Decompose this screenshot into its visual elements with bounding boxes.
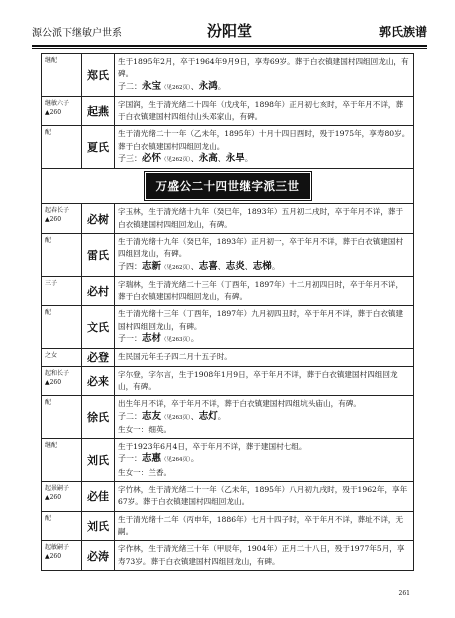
member-row [42,511,414,541]
member-name: 必涛 [82,541,115,571]
member-record [115,54,414,97]
record-text: 字竹林，生于清光绪二十一年（乙未年，1895年）八月初九戌时，殁于1962年，享年67岁。葬于白衣镇建国村四组回龙山。 [118,485,408,507]
children-separator: 、 [217,261,226,271]
member-name: 雷氏 [82,233,115,276]
children-end: 。 [217,411,226,421]
relation-cell: 起和长子 ▲260 [42,366,82,396]
generation-banner: 万盛公二十四世继字派三世 [146,173,310,199]
child-name: 永旱 [225,153,245,165]
member-name: 必来 [82,366,115,396]
child-page-ref: （见262页） [161,157,191,164]
member-row [42,276,414,306]
child-page-ref: （见264页） [161,457,191,464]
record-text: 生于清光绪十三年（丁酉年，1897年）九月初四丑时，卒于年月不详，葬于白衣镇建国村四组回龙山，有碑。 [118,309,404,331]
header-lineage: 源公派下继敏户世系 [32,28,122,39]
relation-cell: 继配 [42,439,82,482]
record-text: 生于1923年6月4日，卒于年月不详，葬于建国村七组。 [118,442,307,452]
daughters-line: 生女一：兰香。 [118,467,172,477]
relation-cell: 继配 [42,54,82,97]
children-separator: 、 [190,261,199,271]
record-text: 字瑞林，生于清光绪二十三年（丁酉年，1897年）十二月初四日时，卒于年月不详，葬于白衣镇建国村四组回龙山，有碑。 [118,279,404,302]
member-name: 刘氏 [82,439,115,482]
relation-cell: 三子 [42,276,82,306]
page-number: 261 [398,590,410,597]
record-text: 生于清光绪十二年（丙申年，1886年）七月十四子时，卒于年月不详，葬址不详，无嗣。 [118,514,404,536]
member-record [115,541,414,571]
children-end: 。 [244,154,253,164]
member-row [42,306,414,349]
children-end: 。 [217,81,226,91]
relation-cell: 继敏六子 ▲260 [42,96,82,126]
children-prefix: 子一： [118,334,142,344]
generation-banner-row [42,169,414,204]
children-end: 。 [190,454,199,464]
member-record [115,511,414,541]
member-row [42,233,414,276]
child-name: 永鸿 [198,80,218,92]
children-prefix: 子二： [118,81,142,91]
child-name: 必怀 [142,153,162,165]
child-name: 永高 [198,153,218,165]
child-page-ref: （见262页） [161,264,191,271]
children-line [118,81,410,94]
member-row [42,54,414,97]
record-text: 出生年月不详，卒于年月不详，葬于白衣镇建国村四组坑头庙山，有碑。 [118,399,361,409]
daughters-line: 生女一：细英。 [118,424,172,434]
relation-cell: 配 [42,396,82,439]
member-name: 必佳 [82,482,115,512]
children-line [118,453,410,466]
member-name: 徐氏 [82,396,115,439]
member-row [42,349,414,366]
member-name: 刘氏 [82,511,115,541]
child-name: 志炎 [225,260,245,272]
member-name: 郑氏 [82,54,115,97]
children-line [118,153,410,166]
member-record [115,349,414,366]
child-name: 永宝 [142,80,162,92]
children-separator: 、 [217,154,226,164]
member-row [42,366,414,396]
child-name: 志喜 [198,260,218,272]
record-text: 字玉林，生于清光绪十九年（癸巳年，1893年）五月初二戌时，卒于年月不详，葬于白衣镇建国村四组回龙山，有碑。 [118,207,404,229]
child-page-ref: （见263页） [161,337,191,344]
member-record [115,439,414,482]
relation-cell: 起敏嗣子 ▲260 [42,541,82,571]
children-line [118,333,410,346]
relation-cell: 配 [42,126,82,169]
member-record [115,96,414,126]
member-record [115,126,414,169]
header-rule-thin [32,48,427,49]
children-separator: 、 [190,154,199,164]
children-prefix: 子四： [118,261,142,271]
record-text: 生于清光绪十九年（癸巳年，1893年）正月初一，卒于年月不详，葬于白衣镇建国村四组回龙山，有碑。 [118,236,404,259]
children-separator: 、 [190,411,199,421]
genealogy-table [41,53,414,571]
member-name: 夏氏 [82,126,115,169]
member-row [42,396,414,439]
child-name: 志梯 [252,260,272,272]
member-name: 必登 [82,349,115,366]
child-name: 志友 [142,410,162,422]
member-row [42,439,414,482]
member-row [42,541,414,571]
member-name: 起燕 [82,96,115,126]
record-text: 字尔登，字尔言，生于1908年1月9日，卒于年月不详，葬于白衣镇建国村四组回龙山，有碑。 [118,369,398,391]
children-line [118,411,410,424]
member-row [42,204,414,234]
children-prefix: 子三： [118,154,142,164]
children-end: 。 [271,261,280,271]
record-text: 生于1895年2月，卒于1964年9月9日，享寿69岁。葬于白衣镇建国村四组回龙山，有碑。 [118,57,409,79]
relation-cell: 起春长子 ▲260 [42,204,82,234]
child-page-ref: （见263页） [161,414,191,421]
header-hall-name: 汾阳堂 [206,22,252,40]
generation-banner-cell [42,169,414,204]
relation-cell: 配 [42,233,82,276]
member-row [42,126,414,169]
child-name: 志材 [142,333,162,345]
member-record [115,482,414,512]
children-end: 。 [190,334,199,344]
member-name: 必树 [82,204,115,234]
child-name: 志惠 [142,453,162,465]
member-row [42,96,414,126]
record-text: 生于清光绪二十一年（乙未年，1895年）十月十四日酉时，殁于1975年，享寿80岁。葬于白衣镇建国村四组回龙山。 [118,129,410,151]
header-book-title: 郭氏族谱 [378,25,427,39]
children-prefix: 子一： [118,454,142,464]
member-name: 必村 [82,276,115,306]
member-record [115,396,414,439]
member-record [115,366,414,396]
page-header [32,20,427,42]
record-text: 字作林，生于清光绪三十年（甲辰年，1904年）正月二十八日，殁于1977年5月，享寿73岁。葬于白衣镇建国村四组回龙山，有碑。 [118,544,405,566]
header-rule [32,45,427,47]
record-text: 字国润，生于清光绪二十四年（戊戌年，1898年）正月初七亥时，卒于年月不详，葬于白衣镇建国村四组付山头邓家山，有碑。 [118,99,404,122]
member-record [115,233,414,276]
record-text: 生民国元年壬子四二月十五子时。 [118,352,232,362]
children-line [118,261,410,274]
child-name: 志新 [142,260,162,272]
relation-cell: 配 [42,511,82,541]
relation-cell: 起景嗣子 ▲260 [42,482,82,512]
children-separator: 、 [244,261,253,271]
child-page-ref: （见262页） [161,84,191,91]
children-separator: 、 [190,81,199,91]
member-name: 文氏 [82,306,115,349]
member-record [115,276,414,306]
member-record [115,204,414,234]
member-record [115,306,414,349]
relation-cell: 之女 [42,349,82,366]
child-name: 志灯 [198,410,218,422]
relation-cell: 配 [42,306,82,349]
children-prefix: 子二： [118,411,142,421]
member-row [42,482,414,512]
